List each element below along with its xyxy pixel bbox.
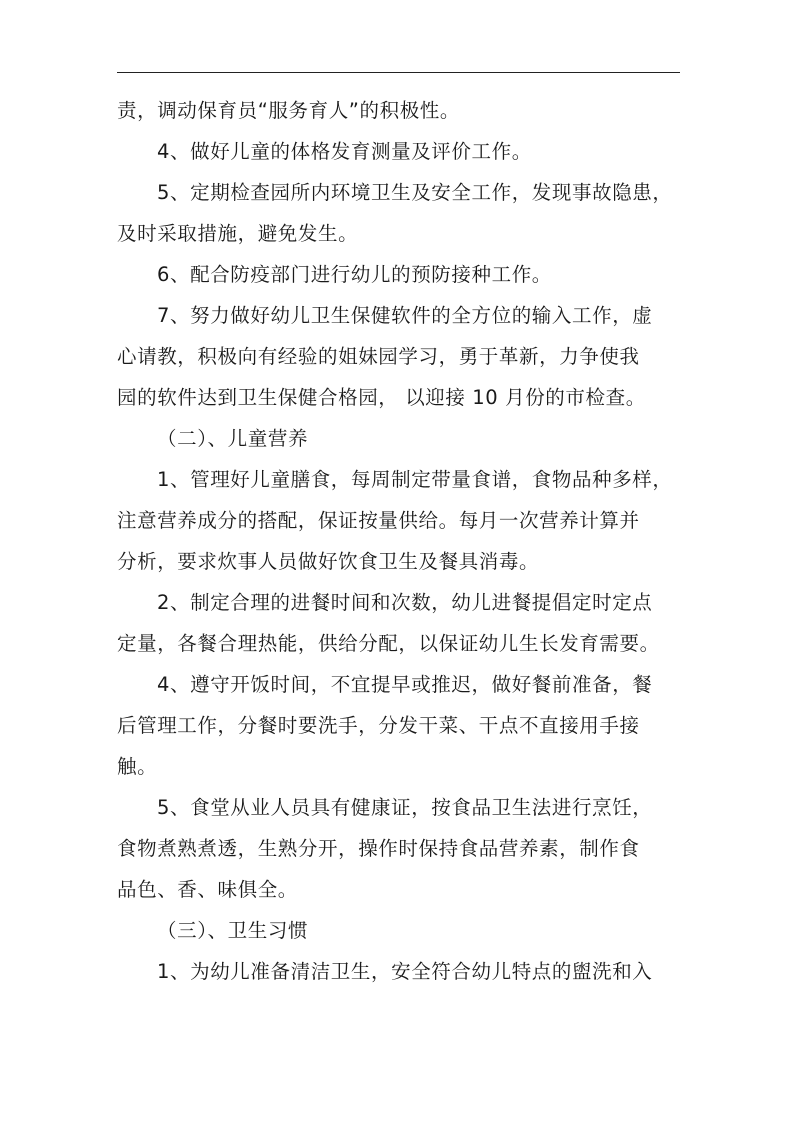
paragraph-nutrition-5 (117, 787, 680, 910)
document-body (117, 90, 680, 992)
paragraph-item-4-growth (117, 131, 680, 172)
text-line: 4、遵守开饭时间，不宜提早或推迟，做好餐前准备，餐 (157, 673, 653, 696)
header-rule (117, 72, 680, 73)
text-line: 6、配合防疫部门进行幼儿的预防接种工作。 (157, 263, 552, 286)
paragraph-nutrition-4 (117, 664, 680, 787)
text-line: 分析，要求炊事人员做好饮食卫生及餐具消毒。 (117, 550, 540, 573)
text-line: 责，调动保育员“服务育人”的积极性。 (117, 99, 461, 122)
text-line: 品色、香、味俱全。 (117, 878, 298, 901)
text-line: （二）、儿童营养 (157, 427, 309, 450)
text-line: 食物煮熟煮透，生熟分开，操作时保持食品营养素，制作食 (117, 837, 640, 860)
text-line: 2、制定合理的进餐时间和次数，幼儿进餐提倡定时定点 (157, 591, 653, 614)
text-line: 定量，各餐合理热能，供给分配，以保证幼儿生长发育需要。 (117, 632, 660, 655)
text-line: （三）、卫生习惯 (157, 919, 309, 942)
paragraph-hygiene-1 (117, 951, 680, 992)
section-heading-hygiene (117, 910, 680, 951)
text-line: 5、定期检查园所内环境卫生及安全工作，发现事故隐患， (157, 181, 673, 204)
text-line: 园的软件达到卫生保健合格园， 以迎接 10 月份的市检查。 (117, 386, 646, 409)
text-line: 心请教，积极向有经验的姐妹园学习，勇于革新，力争使我 (117, 345, 640, 368)
paragraph-item-7-software (117, 295, 680, 418)
section-heading-nutrition (117, 418, 680, 459)
text-line: 1、管理好儿童膳食，每周制定带量食谱，食物品种多样， (157, 468, 673, 491)
text-line: 后管理工作，分餐时要洗手，分发干菜、干点不直接用手接 (117, 714, 640, 737)
text-line: 注意营养成分的搭配，保证按量供给。每月一次营养计算并 (117, 509, 640, 532)
text-line: 及时采取措施，避免发生。 (117, 222, 359, 245)
paragraph-item-5-inspection (117, 172, 680, 254)
text-line: 触。 (117, 755, 158, 778)
paragraph-nutrition-1 (117, 459, 680, 582)
text-line: 1、为幼儿准备清洁卫生，安全符合幼儿特点的盥洗和入 (157, 960, 653, 983)
text-line: 7、努力做好幼儿卫生保健软件的全方位的输入工作，虚 (157, 304, 653, 327)
paragraph-nutrition-2 (117, 582, 680, 664)
paragraph-responsibility-end (117, 90, 680, 131)
paragraph-item-6-vaccination (117, 254, 680, 295)
text-line: 5、食堂从业人员具有健康证，按食品卫生法进行烹饪， (157, 796, 653, 819)
text-line: 4、做好儿童的体格发育测量及评价工作。 (157, 140, 532, 163)
